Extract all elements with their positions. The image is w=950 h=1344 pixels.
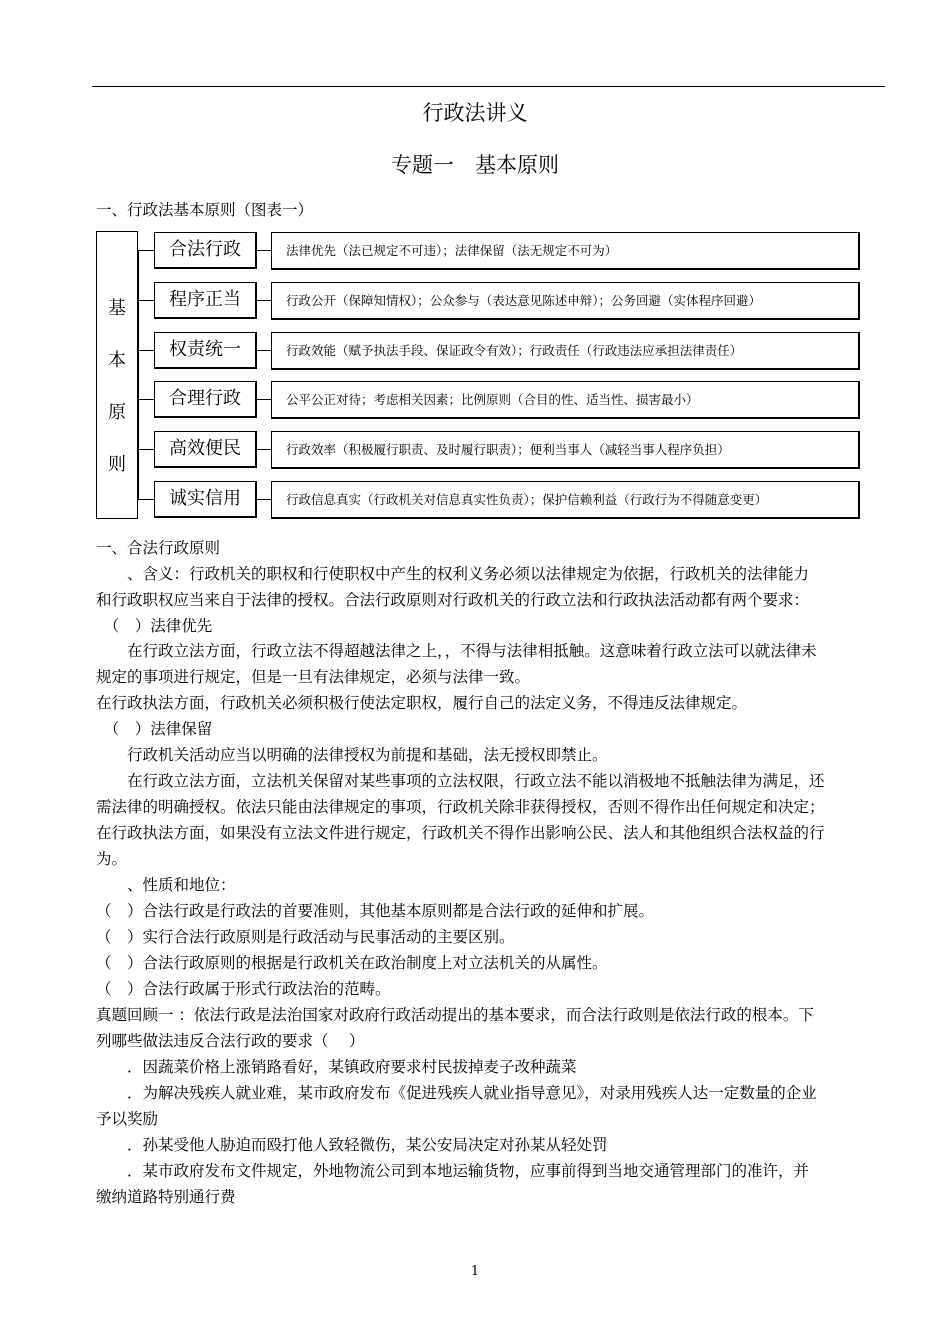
tree-trunk-line: [138, 250, 139, 500]
paragraph-line: 在行政执法方面，行政机关必须积极行使法定职权，履行自己的法定义务，不得违反法律规定。: [96, 694, 748, 712]
paragraph-line: 为。: [96, 850, 128, 868]
option-line: 予以奖励: [96, 1110, 159, 1128]
principle-label: 合法行政: [154, 232, 257, 269]
branch-line: [138, 350, 154, 351]
principle-description: 行政公开（保障知情权）；公众参与（表达意见陈述申辩）；公务回避（实体程序回避）: [271, 282, 860, 320]
option-line: ．某市政府发布文件规定，外地物流公司到本地运输货物，应事前得到当地交通管理部门的准许，并: [96, 1162, 810, 1180]
list-item: （ ）合法行政是行政法的首要准则，其他基本原则都是合法行政的延伸和扩展。: [96, 902, 655, 920]
branch-line: [138, 399, 154, 400]
list-item: （ ）实行合法行政原则是行政活动与民事活动的主要区别。: [96, 928, 515, 946]
root-char: 原: [108, 402, 126, 423]
figure-caption: 一、行政法基本原则（图表一）: [96, 201, 314, 219]
option-line: ．为解决残疾人就业难，某市政府发布《促进残疾人就业指导意见》，对录用残疾人达一定数量的企业: [96, 1084, 817, 1102]
paragraph-line: 在行政立法方面，行政立法不得超越法律之上，，不得与法律相抵触。这意味着行政立法可以就法律未: [96, 642, 817, 660]
principle-description: 行政信息真实（行政机关对信息真实性负责）；保护信赖利益（行政行为不得随意变更）: [271, 481, 860, 519]
question-line: 列哪些做法违反合法行政的要求（ ）: [96, 1032, 365, 1050]
principle-label: 诚实信用: [154, 481, 257, 518]
branch-line: [138, 250, 154, 251]
list-item: （ ）合法行政属于形式行政法治的范畴。: [96, 980, 391, 998]
document-title: 行政法讲义: [422, 101, 528, 125]
paragraph-line: 在行政立法方面，立法机关保留对某些事项的立法权限，行政立法不能以消极地不抵触法律为满足，还: [96, 772, 825, 790]
principle-label: 程序正当: [154, 282, 257, 319]
subheading: 、性质和地位：: [96, 876, 236, 894]
principle-description: 法律优先（法已规定不可违）；法律保留（法无规定不可为）: [271, 232, 860, 270]
root-char: 本: [108, 350, 126, 371]
list-item: （ ）合法行政原则的根据是行政机关在政治制度上对立法机关的从属性。: [96, 954, 608, 972]
option-line: ．孙某受他人胁迫而殴打他人致轻微伤，某公安局决定对孙某从轻处罚: [96, 1136, 608, 1154]
root-char: 基: [108, 298, 126, 319]
connector-line: [257, 300, 272, 320]
principle-label: 权责统一: [154, 332, 257, 369]
subheading: （ ）法律保留: [96, 720, 213, 738]
principle-description: 公平公正对待；考虑相关因素；比例原则（合目的性、适当性、损害最小）: [271, 381, 860, 419]
connector-line: [257, 250, 272, 270]
paragraph-line: 在行政执法方面，如果没有立法文件进行规定，行政机关不得作出影响公民、法人和其他组织合法权益的行: [96, 824, 825, 842]
connector-line: [257, 350, 272, 370]
connector-line: [257, 399, 272, 419]
paragraph-line: 、含义：行政机关的职权和行使职权中产生的权利义务必须以法律规定为依据，行政机关的法律能力: [96, 565, 810, 583]
branch-line: [138, 449, 154, 450]
principle-description: 行政效能（赋予执法手段、保证政令有效）；行政责任（行政违法应承担法律责任）: [271, 332, 860, 370]
section-heading: 一、合法行政原则: [96, 539, 221, 557]
principle-label: 高效便民: [154, 431, 257, 468]
root-char: 则: [108, 454, 126, 475]
paragraph-line: 行政机关活动应当以明确的法律授权为前提和基础，法无授权即禁止。: [96, 746, 608, 764]
connector-line: [257, 499, 272, 519]
paragraph-line: 需法律的明确授权。依法只能由法律规定的事项，行政机关除非获得授权，否则不得作出任何规定和决定；: [96, 798, 825, 816]
paragraph-line: 规定的事项进行规定，但是一旦有法律规定，必须与法律一致。: [96, 668, 531, 686]
root-box: [96, 231, 138, 519]
principle-label: 合理行政: [154, 381, 257, 418]
option-line: ．因蔬菜价格上涨销路看好，某镇政府要求村民拔掉麦子改种蔬菜: [96, 1058, 577, 1076]
branch-line: [138, 499, 154, 500]
document-subtitle: 专题一 基本原则: [391, 153, 559, 177]
branch-line: [138, 300, 154, 301]
header-rule: [92, 86, 885, 87]
connector-line: [257, 449, 272, 469]
option-line: 缴纳道路特别通行费: [96, 1188, 236, 1206]
paragraph-line: 和行政职权应当来自于法律的授权。合法行政原则对行政机关的行政立法和行政执法活动都有两个要求：: [96, 591, 810, 609]
page-number: 1: [470, 1264, 480, 1279]
subheading: （ ）法律优先: [96, 617, 213, 635]
principle-description: 行政效率（积极履行职责、及时履行职责）；便利当事人（减轻当事人程序负担）: [271, 431, 860, 469]
question-line: 真题回顾一 ：依法行政是法治国家对政府行政活动提出的基本要求，而合法行政则是依法行政的根本。下: [96, 1006, 814, 1024]
